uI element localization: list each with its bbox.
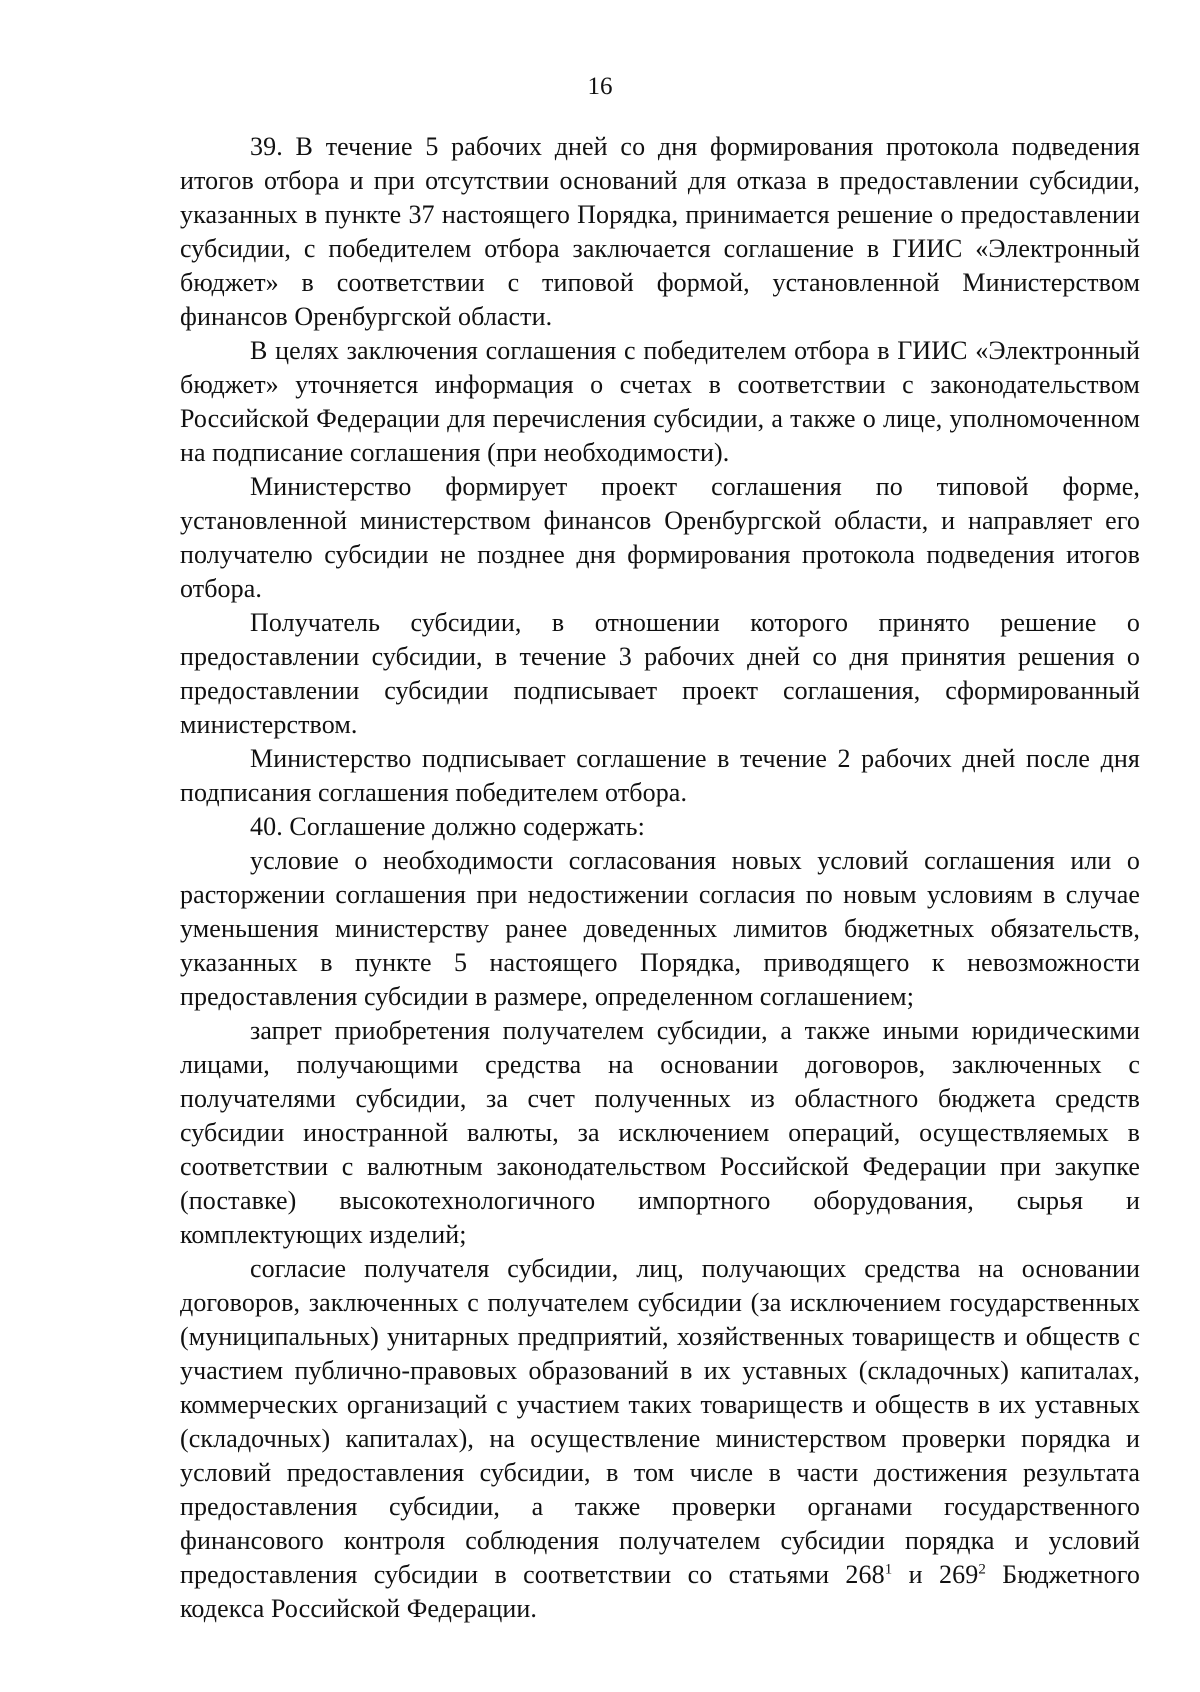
consent-text-after: Бюджетного кодекса Российской Федерации.	[180, 1560, 1140, 1623]
paragraph-consent-audit	[180, 1252, 1140, 1626]
article-superscript-2: 2	[978, 1561, 986, 1578]
page-number: 16	[587, 73, 613, 100]
paragraph-ministry-signs: Министерство подписывает соглашение в течение 2 рабочих дней после дня подписания соглашения победителем отбора.	[180, 744, 1140, 807]
paragraph-ministry-draft: Министерство формирует проект соглашения по типовой форме, установленной министерством финансов Оренбургской области, и направляет его получателю субсидии не позднее дня формирования протокола подведения итогов отбора.	[180, 472, 1140, 603]
consent-text-mid: и 269	[892, 1560, 979, 1589]
paragraph-40-heading: 40. Соглашение должно содержать:	[250, 812, 645, 841]
article-superscript-1: 1	[884, 1561, 893, 1578]
paragraph-condition-limits: условие о необходимости согласования новых условий соглашения или о расторжении соглашения при недостижении согласия по новым условиям в случае уменьшения министерству ранее доведенных лимитов бюджетных обязательств, указанных в пункте 5 настоящего Порядка, приводящего к невозможности предоставления субсидии в размере, определенном соглашением;	[180, 846, 1140, 1011]
consent-text-before: согласие получателя субсидии, лиц, получающих средства на основании договоров, заключенных с получателем субсидии (за исключением государственных (муниципальных) унитарных предприятий, хозяйственных товариществ и обществ с участием публично-правовых образований в их уставных (складочных) капиталах, коммерческих организаций с участием таких товариществ и обществ в их уставных (складочных) капиталах), на осуществление министерством проверки порядка и условий предоставления субсидии, в том числе в части достижения результата предоставления субсидии, а также проверки органами государственного финансового контроля соблюдения получателем субсидии порядка и условий предоставления субсидии в соответствии со статьями 268	[180, 1254, 1140, 1589]
paragraph-39: 39. В течение 5 рабочих дней со дня формирования протокола подведения итогов отбора и при отсутствии оснований для отказа в предоставлении субсидии, указанных в пункте 37 настоящего Порядка, принимается решение о предоставлении субсидии, с победителем отбора заключается соглашение в ГИИС «Электронный бюджет» в соответствии с типовой формой, установленной Министерством финансов Оренбургской области.	[180, 132, 1140, 331]
paragraph-recipient-signs: Получатель субсидии, в отношении которого принято решение о предоставлении субсидии, в течение 3 рабочих дней со дня принятия решения о предоставлении субсидии подписывает проект соглашения, сформированный министерством.	[180, 608, 1140, 739]
paragraph-agreement-info: В целях заключения соглашения с победителем отбора в ГИИС «Электронный бюджет» уточняется информация о счетах в соответствии с законодательством Российской Федерации для перечисления субсидии, а также о лице, уполномоченном на подписание соглашения (при необходимости).	[180, 336, 1140, 467]
paragraph-currency-ban: запрет приобретения получателем субсидии, а также иными юридическими лицами, получающими средства на основании договоров, заключенных с получателями субсидии, за счет полученных из областного бюджета средств субсидии иностранной валюты, за исключением операций, осуществляемых в соответствии с валютным законодательством Российской Федерации при закупке (поставке) высокотехнологичного импортного оборудования, сырья и комплектующих изделий;	[180, 1016, 1140, 1249]
document-body	[180, 130, 1140, 1626]
